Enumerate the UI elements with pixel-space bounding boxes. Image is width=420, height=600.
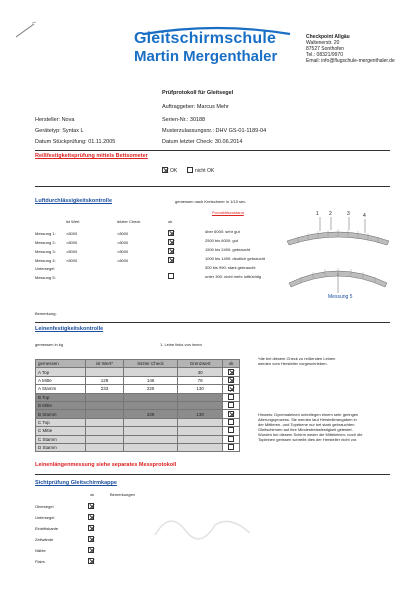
luft-row-ok-checkbox[interactable] (168, 273, 174, 279)
table-row (36, 443, 240, 451)
cell-ok (223, 443, 240, 451)
line-ok-checkbox[interactable] (228, 402, 234, 408)
luft-row-label: Messung 1: (35, 231, 56, 236)
line-name: A Top (36, 368, 86, 376)
leinen-gemessen: gemessen in kg (35, 342, 64, 347)
table-row (36, 427, 240, 435)
diagram-number: 2 (329, 211, 332, 217)
sicht-item-label: Zellwände (35, 537, 54, 542)
table-header-row (36, 360, 240, 368)
line-name: B Top (36, 393, 86, 401)
leinen-table (35, 359, 240, 452)
cell-grenz (178, 443, 223, 451)
address-line: Tel.: 08321/9970 (306, 52, 343, 58)
luft-col-ok: ok (168, 219, 173, 224)
table-row (36, 376, 240, 384)
leinen-note: 1. Leine links von innen (160, 342, 202, 347)
cell-grenz (178, 418, 223, 426)
cell-letzter: 225 (124, 385, 178, 393)
leinenlaenge-heading: Leinenlängenmessung siehe separates Messprotokoll (35, 462, 177, 468)
table-row (36, 435, 240, 443)
luft-row-label: Messung 5: (35, 275, 56, 280)
diagram-number: 1 (316, 211, 319, 217)
cell-letzter: 146 (124, 376, 178, 384)
cell-ist (86, 368, 124, 376)
cell-letzter (124, 393, 178, 401)
luft-row-ist: >8000 (66, 231, 78, 236)
table-row (36, 410, 240, 418)
col-header: gemessen (36, 360, 86, 368)
sicht-ok-checkbox[interactable] (88, 547, 94, 553)
luft-row-ok-checkbox[interactable] (168, 248, 174, 254)
cell-grenz (178, 401, 223, 409)
porositaet-item: 2500 bis 6000: gut (205, 238, 238, 243)
line-ok-checkbox[interactable] (228, 411, 234, 417)
cell-letzter (124, 368, 178, 376)
cell-grenz (178, 393, 223, 401)
datum-letzter-check: Datum letzter Check: 30.06.2014 (162, 139, 243, 145)
cell-ok (223, 393, 240, 401)
col-header: letzter Check (124, 360, 178, 368)
divider (35, 150, 390, 151)
cell-ist (86, 418, 124, 426)
luft-col-ist: ist Wert (66, 219, 80, 224)
leinen-heading: Leinenfestigkeitskontrolle (35, 326, 104, 332)
line-name: A Mitte (36, 376, 86, 384)
cell-ok (223, 401, 240, 409)
cell-grenz: 30 (178, 368, 223, 376)
line-name: B Mitte (36, 401, 86, 409)
line-ok-checkbox[interactable] (228, 436, 234, 442)
luft-row-ist: >8000 (66, 240, 78, 245)
sicht-item-label: Eintrittskante (35, 526, 59, 531)
bemerkung-label: Bemerkung: (35, 311, 57, 316)
company-address (306, 34, 395, 64)
cell-grenz: 78 (178, 376, 223, 384)
address-line: 87527 Sonthofen (306, 46, 345, 52)
cell-letzter (124, 418, 178, 426)
porositaet-title: Porositätszustand (212, 210, 244, 215)
luft-row-letzter: >8000 (117, 231, 129, 236)
hinweis-line: Alterungsprozess. Sie werden laut Herstellerangaben in (258, 417, 357, 422)
reissfest-ok-checkbox[interactable] (162, 167, 168, 173)
cell-ok (223, 435, 240, 443)
cell-letzter (124, 401, 178, 409)
school-logo (134, 30, 277, 65)
line-ok-checkbox[interactable] (228, 419, 234, 425)
logo-line-2: Martin Mergenthaler (134, 48, 278, 65)
sicht-item-label: Obersegel (35, 504, 54, 509)
cell-ist (86, 410, 124, 418)
line-ok-checkbox[interactable] (228, 394, 234, 400)
sicht-item-label: Flairs (35, 559, 45, 564)
sicht-col-ok: ok (90, 492, 95, 497)
luft-row-ist: >8000 (66, 249, 78, 254)
line-name: C Mitte (36, 427, 86, 435)
luft-row-letzter: >8000 (117, 240, 129, 245)
cell-ok (223, 427, 240, 435)
sicht-ok-checkbox[interactable] (88, 558, 94, 564)
sicht-ok-checkbox[interactable] (88, 525, 94, 531)
cell-letzter (124, 427, 178, 435)
cell-grenz (178, 427, 223, 435)
sicht-ok-checkbox[interactable] (88, 514, 94, 520)
company-name: Checkpoint Allgäu (306, 34, 350, 40)
table-row (36, 385, 240, 393)
cell-ok (223, 385, 240, 393)
sicht-item-label: Untersegel (35, 515, 55, 520)
porositaet-item: über 6000: sehr gut (205, 229, 240, 234)
line-name: D Stamm (36, 443, 86, 451)
cell-ist (86, 393, 124, 401)
table-row (36, 393, 240, 401)
sicht-heading: Sichtprüfung Gleitschirmkappe (35, 480, 117, 486)
cell-ok (223, 410, 240, 418)
sicht-ok-checkbox[interactable] (88, 503, 94, 509)
luft-row-ok-checkbox[interactable] (168, 230, 174, 236)
geraetetyp: Gerätetyp: Syntax L (35, 128, 84, 134)
cell-ok (223, 368, 240, 376)
cell-letzter: 228 (124, 410, 178, 418)
cell-ist (86, 427, 124, 435)
line-ok-checkbox[interactable] (228, 385, 234, 391)
line-name: C Top (36, 418, 86, 426)
luft-row-ok-checkbox[interactable] (168, 257, 174, 263)
reissfest-ok-label: OK (170, 168, 178, 174)
luft-row-letzter: >8000 (117, 258, 129, 263)
luft-row-label: Messung 2: (35, 240, 56, 245)
luft-row-ok-checkbox[interactable] (168, 239, 174, 245)
luft-row-ist: >8000 (66, 258, 78, 263)
table-row (36, 418, 240, 426)
hinweis-line: Gleitschirmen auf ihre Mindestreissfestigkeit getestet. (258, 427, 353, 432)
porositaet-item: 300 bis 990: stark gebraucht (205, 265, 256, 270)
porositaet-item: 1000 bis 1490: deutlich gebraucht (205, 256, 266, 261)
auftraggeber: Auftraggeber: Marcus Mehr (162, 104, 229, 110)
table-row (36, 401, 240, 409)
line-ok-checkbox[interactable] (228, 427, 234, 433)
address-line: Email: info@flugschule-mergenthaler.de (306, 58, 395, 64)
pen-mark-icon (14, 20, 38, 40)
reissfest-nicht-ok-checkbox[interactable] (187, 167, 193, 173)
luft-row-label: Untersegel (35, 266, 55, 271)
cell-grenz: 130 (178, 385, 223, 393)
footnote-line: werden vom Hersteller vorgeschrieben. (258, 361, 328, 366)
reissfest-nicht-ok-label: nicht OK (195, 168, 215, 174)
luft-row-letzter: >8000 (117, 249, 129, 254)
leinen-footnote (258, 356, 335, 366)
cell-letzter (124, 443, 178, 451)
luft-row-label: Messung 3: (35, 249, 56, 254)
porositaet-item: 1500 bis 2490: gebraucht (205, 247, 251, 252)
line-name: C Stamm (36, 435, 86, 443)
cell-ist: 128 (86, 376, 124, 384)
hersteller: Hersteller: Nova (35, 117, 75, 123)
document-title: Prüfprotokoll für Gleitsegel (162, 90, 234, 96)
divider (35, 186, 390, 187)
line-ok-checkbox[interactable] (228, 444, 234, 450)
datum-stueckpruefung: Datum Stückprüfung: 01.11.2005 (35, 139, 116, 145)
sicht-ok-checkbox[interactable] (88, 536, 94, 542)
col-header: ist Wert* (86, 360, 124, 368)
cell-ist (86, 443, 124, 451)
hinweis-line: Hinweis: Dynemaleinen unterliegen einem sehr geringen (258, 412, 359, 417)
logo-line-1: Gleitschirmschule (134, 30, 277, 47)
luft-note: gemessen nach Kretschmer in 1/10 sec. (175, 199, 247, 204)
hinweis-line: Wurden bei diesem Schirm weder die Mitteleinen- noch die (258, 432, 363, 437)
signature-watermark-icon (150, 505, 260, 545)
reissfest-heading: Reißfestigkeitsprüfung mittels Bettsometer (35, 153, 148, 159)
divider (35, 474, 390, 475)
line-ok-checkbox[interactable] (228, 377, 234, 383)
divider (35, 322, 390, 323)
luft-heading: Luftdurchlässigkeitskontrolle (35, 198, 113, 204)
hinweis-line: der Mittleren- und Topebene nur bei stark gebrauchten (258, 422, 355, 427)
musterzulassung: Musterzulassungsnr.: DHV GS-01-1189-04 (162, 128, 267, 134)
diagram-label: Messung 5 (328, 294, 353, 300)
cell-grenz (178, 435, 223, 443)
leinen-hinweis (258, 412, 362, 442)
cell-ok (223, 418, 240, 426)
luft-col-letzter: letzter Check (117, 219, 141, 224)
address-line: Waltenerstr. 20 (306, 40, 340, 46)
line-name: B Stamm (36, 410, 86, 418)
col-header: Grenzwert (178, 360, 223, 368)
diagram-number: 3 (347, 211, 350, 217)
cell-ist (86, 401, 124, 409)
sicht-col-bemerkungen: Bemerkungen (110, 492, 135, 497)
cell-letzter (124, 435, 178, 443)
cell-grenz: 130 (178, 410, 223, 418)
cell-ok (223, 376, 240, 384)
serien-nr: Serien-Nr.: 30188 (162, 117, 206, 123)
hinweis-line: Topleinen gerissen schreibt dies der Hersteller nicht vor. (258, 437, 358, 442)
table-row (36, 368, 240, 376)
sicht-item-label: Nähte (35, 548, 46, 553)
cell-ist: 233 (86, 385, 124, 393)
paraglider-logo-icon (142, 26, 292, 36)
cell-ist (86, 435, 124, 443)
diagram-number: 4 (363, 213, 366, 219)
line-name: A Stamm (36, 385, 86, 393)
col-header: ok (223, 360, 240, 368)
luft-row-label: Messung 4: (35, 258, 56, 263)
footnote-line: *die bei diesem Check zu reißenden Leinen (258, 356, 336, 361)
line-ok-checkbox[interactable] (228, 369, 234, 375)
porositaet-item: unter 300: nicht mehr lufttüchtig (205, 274, 262, 279)
